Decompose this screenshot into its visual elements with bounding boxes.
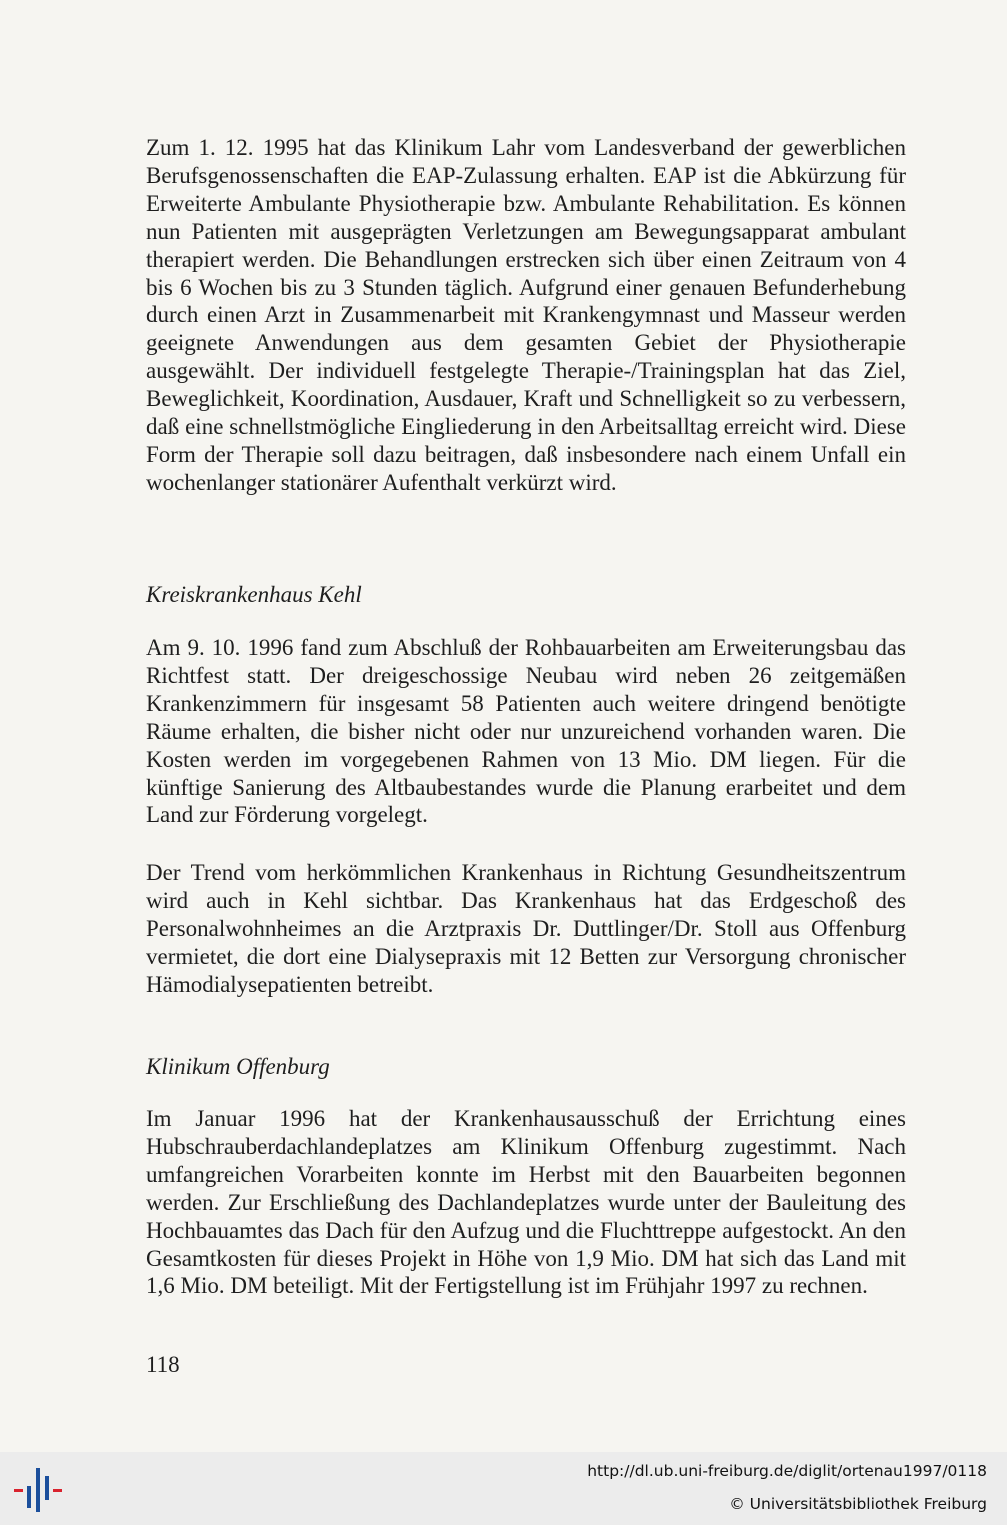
footer-copyright: © Universitätsbibliothek Freiburg <box>729 1495 987 1513</box>
paragraph-lahr-eap: Zum 1. 12. 1995 hat das Klinikum Lahr vom Landesverband der gewerblichen Berufsgenossenschaften die EAP-Zulassung erhalten. EAP ist die Abkürzung für Erweiterte Ambulante Physiotherapie bzw. Ambulante Rehabilitation. Es können nun Patienten mit ausgeprägten Verletzungen am Bewegungsapparat ambulant therapiert werden. Die Behandlungen erstrecken sich über einen Zeitraum von 4 bis 6 Wochen bis zu 3 Stunden täglich. Aufgrund einer genauen Befunderhebung durch einen Arzt in Zusammenarbeit mit Krankengymnast und Masseur werden geeignete Anwendungen aus dem gesamten Gebiet der Physiotherapie ausgewählt. Der individuell festgelegte Therapie-/Trainingsplan hat das Ziel, Beweglichkeit, Koordination, Ausdauer, Kraft und Schnelligkeit so zu verbessern, daß eine schnellstmögliche Eingliederung in den Arbeitsalltag erreicht wird. Diese Form der Therapie soll dazu beitragen, daß insbesondere nach einem Unfall ein wochenlanger stationärer Aufenthalt verkürzt wird. <box>146 135 906 495</box>
heading-klinikum-offenburg: Klinikum Offenburg <box>146 1054 330 1079</box>
page-number: 118 <box>146 1352 180 1377</box>
heading-kreiskrankenhaus-kehl: Kreiskrankenhaus Kehl <box>146 582 362 607</box>
paragraph-offenburg-landeplatz: Im Januar 1996 hat der Krankenhausausschuß der Errichtung eines Hubschrauberdachlandeplatzes am Klinikum Offenburg zugestimmt. Nach umfangreichen Vorarbeiten konnte im Herbst mit den Bauarbeiten begonnen werden. Zur Erschließung des Dachlandeplatzes wurde unter der Bauleitung des Hochbauamtes das Dach für den Aufzug und die Fluchttreppe aufgestockt. An den Gesamtkosten für dieses Projekt in Höhe von 1,9 Mio. DM hat sich das Land mit 1,6 Mio. DM beteiligt. Mit der Fertigstellung ist im Frühjahr 1997 zu rechnen. <box>146 1106 906 1299</box>
ub-freiburg-logo-icon <box>12 1464 64 1516</box>
footer-bar <box>0 1452 1007 1525</box>
footer-url-link[interactable]: http://dl.ub.uni-freiburg.de/diglit/ortenau1997/0118 <box>587 1462 987 1480</box>
paragraph-kehl-dialyse: Der Trend vom herkömmlichen Krankenhaus in Richtung Gesundheitszentrum wird auch in Kehl sichtbar. Das Krankenhaus hat das Erdgeschoß des Personalwohnheimes an die Arztpraxis Dr. Duttlinger/Dr. Stoll aus Offenburg vermietet, die dort eine Dialysepraxis mit 12 Betten zur Versorgung chronischer Hämodialysepatienten betreibt. <box>146 860 906 997</box>
paragraph-kehl-richtfest: Am 9. 10. 1996 fand zum Abschluß der Rohbauarbeiten am Erweiterungsbau das Richtfest statt. Der dreigeschossige Neubau wird neben 26 zeitgemäßen Krankenzimmern für insgesamt 58 Patienten auch weitere dringend benötigte Räume erhalten, die bisher nicht oder nur unzureichend vorhanden waren. Die Kosten werden im vorgegebenen Rahmen von 13 Mio. DM liegen. Für die künftige Sanierung des Altbaubestandes wurde die Planung erarbeitet und dem Land zur Förderung vorgelegt. <box>146 635 906 828</box>
